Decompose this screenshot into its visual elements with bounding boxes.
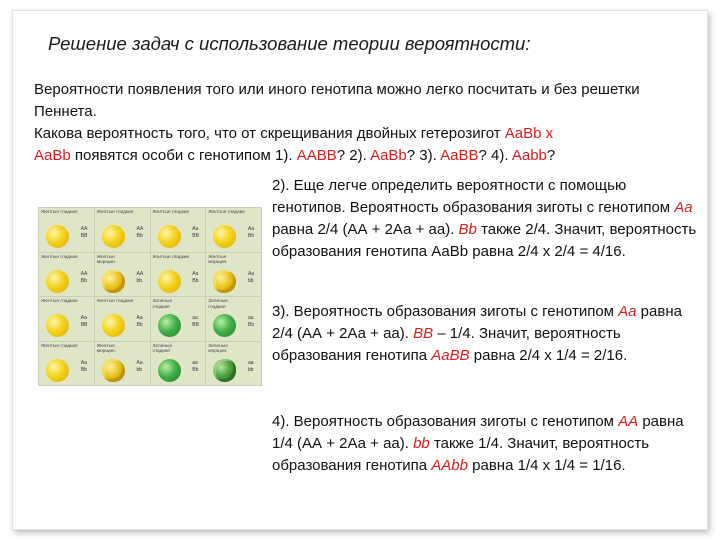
genotype-AaBb: AaBb xyxy=(504,125,542,142)
text-segment: 3). Вероятность образования зиготы с генотипом xyxy=(272,303,619,320)
text-segment: равна 2/4 (АА + 2Аа + аа). xyxy=(272,303,682,342)
genotype-label: aa Bb xyxy=(248,315,255,328)
phenotype-label: Желтые гладкие xyxy=(96,299,134,304)
text-segment: равна 2/4 х 1/4 = 2/16. xyxy=(469,347,628,364)
punnett-cell xyxy=(39,253,94,297)
genotype-AA: AA xyxy=(618,413,639,430)
genotype-label: Aa Bb xyxy=(192,270,199,284)
phenotype-label: Желтые гладкие xyxy=(41,210,78,215)
pea-seed-icon xyxy=(46,314,69,337)
pea-seed-icon xyxy=(46,359,69,382)
intro-line-2 xyxy=(24,123,704,167)
genotype-label: Aa bb xyxy=(248,270,255,284)
intro-question-mid: появятся особи с генотипом 1). xyxy=(70,147,297,164)
phenotype-label: Зеленые гладкие xyxy=(152,299,173,310)
genotype-label: Aa Bb xyxy=(80,359,87,373)
genotype-label: aa bb xyxy=(248,359,254,373)
phenotype-label: Желтые морщин. xyxy=(208,254,228,265)
pea-seed-icon xyxy=(158,270,181,293)
phenotype-label: Желтые морщин. xyxy=(96,343,116,354)
punnett-cell xyxy=(206,297,261,341)
phenotype-label: Желтые гладкие xyxy=(41,343,78,349)
text-segment: равна 1/4 х 1/4 = 1/16. xyxy=(467,457,626,474)
question-end: ? xyxy=(546,147,556,164)
pea-seed-icon xyxy=(158,225,181,248)
genotype-BB: BB xyxy=(413,325,434,342)
pea-seed-icon xyxy=(102,314,125,337)
pea-seed-icon xyxy=(102,270,125,293)
genotype-label: Aa bb xyxy=(136,359,143,373)
text-segment: равна 1/4 (АА + 2Аа + аа). xyxy=(272,413,684,452)
genotype-label: Aa BB xyxy=(80,315,88,328)
pea-seed-icon xyxy=(158,314,181,337)
phenotype-label: Желтые гладкие xyxy=(41,254,78,260)
genotype-label: aa Bb xyxy=(192,359,199,373)
phenotype-label: Желтые гладкие xyxy=(208,210,245,215)
answer-2 xyxy=(272,175,702,263)
phenotype-label: Желтые гладкие xyxy=(41,299,78,304)
genotype-Aabb: Aabb xyxy=(511,147,547,164)
genotype-label: aa BB xyxy=(192,315,199,328)
genotype-AaBb: AaBb xyxy=(34,147,71,164)
intro-question-prefix: Какова вероятность того, что от скрещивания двойных гетерозигот xyxy=(34,125,505,142)
text-segment: равна 2/4 (АА + 2Аа + аа). xyxy=(272,221,459,238)
punnett-cell xyxy=(39,208,94,252)
text-segment: также 1/4. Значит, вероятность образования генотипа xyxy=(272,435,650,474)
pea-seed-icon xyxy=(213,270,236,293)
genotype-label: AA Bb xyxy=(80,270,88,284)
phenotype-label: Желтые гладкие xyxy=(152,210,190,215)
genotype-Aa: Aa xyxy=(618,303,637,320)
genotype-label: AA Bb xyxy=(136,226,143,239)
punnett-cell xyxy=(39,297,94,341)
text-segment: также 2/4. Значит, вероятность образования генотипа АаВb равна 2/4 х 2/4 = 4/16. xyxy=(272,221,697,260)
answer-3-text xyxy=(272,301,702,367)
pea-seed-icon xyxy=(213,359,236,382)
genotype-AaBb: AaBb xyxy=(370,147,407,164)
intro-text xyxy=(24,79,704,167)
answer-3 xyxy=(272,301,702,367)
pea-seed-icon xyxy=(46,270,69,293)
genotype-bb: bb xyxy=(413,435,430,452)
pea-seed-icon xyxy=(102,225,125,248)
question-sep: ? 2). xyxy=(336,147,371,164)
punnett-cell xyxy=(206,342,261,386)
phenotype-label: Зеленые морщин. xyxy=(208,343,228,354)
text-segment: – 1/4. Значит, вероятность образования генотипа xyxy=(272,325,621,364)
answer-4 xyxy=(272,411,702,477)
genotype-label: AA bb xyxy=(136,270,143,284)
punnett-cell xyxy=(151,342,206,386)
genotype-Aa: Aa xyxy=(674,199,693,216)
punnett-cell xyxy=(39,342,94,386)
genotype-label: Aa BB xyxy=(192,226,199,239)
pea-seed-icon xyxy=(213,314,236,337)
punnett-cell xyxy=(95,297,150,341)
punnett-cell xyxy=(95,208,150,252)
text-segment: 4). Вероятность образования зиготы с генотипом xyxy=(272,413,619,430)
punnett-cell xyxy=(206,253,261,297)
question-sep: ? 4). xyxy=(478,147,512,164)
genotype-AaBB: AaBB xyxy=(431,347,470,364)
slide-title: Решение задач с использование теории вероятности: xyxy=(48,33,531,54)
phenotype-label: Желтые морщин. xyxy=(96,254,116,265)
pea-seed-icon xyxy=(102,359,125,382)
punnett-cell xyxy=(151,297,206,341)
pea-seed-icon xyxy=(213,225,236,248)
intro-line-1: Вероятности появления того или иного генотипа можно легко посчитать и без решетки Пеннета. xyxy=(34,81,640,120)
genotype-AABB: AABB xyxy=(296,147,337,164)
phenotype-label: Желтые гладкие xyxy=(96,210,134,215)
genotype-label: Aa Bb xyxy=(248,226,255,239)
punnett-cell xyxy=(151,253,206,297)
punnett-square-image xyxy=(38,207,262,386)
pea-seed-icon xyxy=(46,225,69,248)
punnett-cell xyxy=(151,208,206,252)
punnett-cell xyxy=(95,342,150,386)
genotype-Bb: Bb xyxy=(458,221,477,238)
text-segment: 2). Еще легче определить вероятности с помощью генотипов. Вероятность образования зиготы с генотипом xyxy=(272,177,675,216)
phenotype-label: Зеленые гладкие xyxy=(152,343,173,354)
answer-4-text xyxy=(272,411,702,477)
genotype-label: Aa Bb xyxy=(136,315,143,328)
pea-seed-icon xyxy=(158,359,181,382)
question-sep: ? 3). xyxy=(406,147,441,164)
answer-2-text xyxy=(272,175,702,263)
cross-symbol: x xyxy=(541,125,554,142)
punnett-cell xyxy=(206,208,261,252)
genotype-AAbb: AAbb xyxy=(431,457,468,474)
phenotype-label: Зеленые гладкие xyxy=(208,299,228,310)
punnett-cell xyxy=(95,253,150,297)
genotype-label: AA BB xyxy=(80,226,88,239)
phenotype-label: Желтые гладкие xyxy=(152,254,190,260)
genotype-AaBB: AaBB xyxy=(440,147,479,164)
